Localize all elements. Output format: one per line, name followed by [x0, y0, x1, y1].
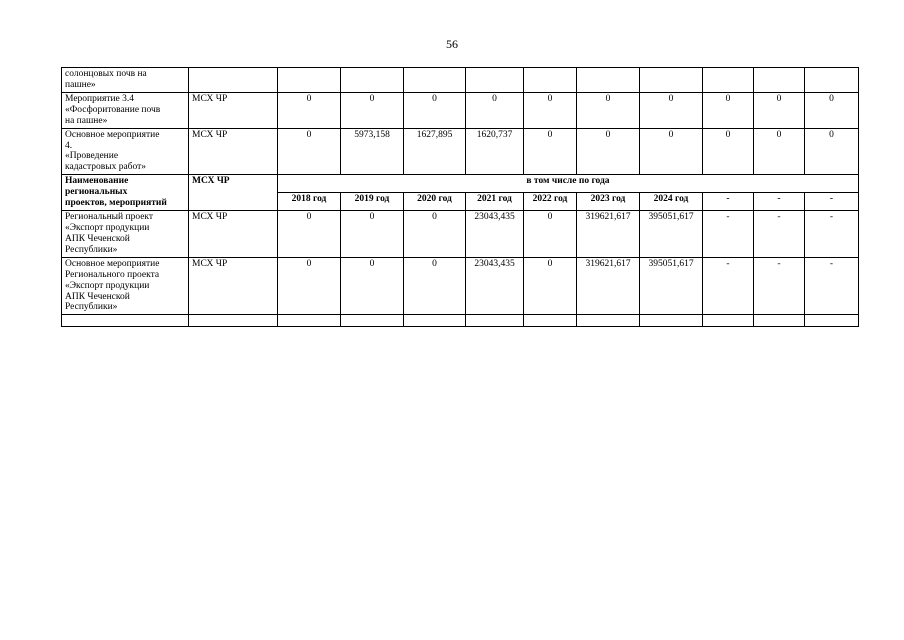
row-resp-cell: МСХ ЧР — [189, 257, 278, 315]
value-cell: - — [754, 257, 805, 315]
row-name-cell — [62, 68, 189, 93]
table-row — [62, 128, 859, 175]
value-cell: 0 — [404, 257, 466, 315]
value-cell: 0 — [466, 92, 524, 128]
value-cell: 319621,617 — [577, 257, 640, 315]
value-cell: 0 — [404, 211, 466, 258]
header-name-line: региональных — [65, 187, 128, 198]
value-cell: 0 — [278, 211, 341, 258]
table-header — [62, 175, 859, 211]
row-name-line: 4. — [65, 140, 73, 151]
header-year-cell: 2018 год — [278, 193, 341, 211]
empty-cell — [62, 315, 189, 327]
header-year-cell: 2022 год — [524, 193, 577, 211]
table-row — [62, 92, 859, 128]
row-name-cell — [62, 128, 189, 175]
value-cell: 0 — [577, 92, 640, 128]
row-resp-cell — [189, 68, 278, 93]
value-cell: 0 — [524, 128, 577, 175]
value-cell: 0 — [703, 128, 754, 175]
value-cell — [577, 68, 640, 93]
value-cell: 0 — [524, 211, 577, 258]
row-name-line: «Фосфоритование почв — [65, 104, 161, 115]
row-name-line: солонцовых почв на — [65, 69, 147, 79]
table-body-top — [62, 68, 859, 175]
header-resp-cell: МСХ ЧР — [189, 175, 278, 211]
header-year-cell: 2021 год — [466, 193, 524, 211]
empty-cell — [754, 315, 805, 327]
value-cell: 395051,617 — [640, 211, 703, 258]
value-cell: 0 — [278, 257, 341, 315]
header-name-cell — [62, 175, 189, 211]
value-cell — [278, 68, 341, 93]
row-name-line: «Экспорт продукции — [65, 280, 150, 291]
header-name-line: Наименование — [65, 176, 129, 187]
row-name-line: Регионального проекта — [65, 269, 160, 280]
value-cell: 0 — [754, 92, 805, 128]
empty-cell — [577, 315, 640, 327]
header-group-label: в том числе по года — [278, 175, 859, 193]
row-resp-cell: МСХ ЧР — [189, 211, 278, 258]
value-cell: 0 — [805, 92, 859, 128]
value-cell: 0 — [524, 92, 577, 128]
row-name-line: Республики» — [65, 244, 118, 255]
value-cell — [524, 68, 577, 93]
empty-cell — [524, 315, 577, 327]
row-name-line: АПК Чеченской — [65, 291, 130, 302]
value-cell: 0 — [524, 257, 577, 315]
value-cell: 0 — [805, 128, 859, 175]
empty-cell — [805, 315, 859, 327]
value-cell: 23043,435 — [466, 257, 524, 315]
value-cell — [341, 68, 404, 93]
value-cell: 23043,435 — [466, 211, 524, 258]
header-year-cell: - — [805, 193, 859, 211]
row-name-line: Мероприятие 3.4 — [65, 93, 135, 104]
header-year-cell: - — [703, 193, 754, 211]
row-name-line: АПК Чеченской — [65, 233, 130, 244]
budget-table — [61, 67, 859, 327]
empty-cell — [278, 315, 341, 327]
row-name-line: Региональный проект — [65, 212, 154, 223]
row-resp-cell: МСХ ЧР — [189, 92, 278, 128]
value-cell: 0 — [278, 128, 341, 175]
value-cell: 0 — [703, 92, 754, 128]
value-cell — [640, 68, 703, 93]
empty-cell — [404, 315, 466, 327]
value-cell: 395051,617 — [640, 257, 703, 315]
row-name-cell — [62, 211, 189, 258]
value-cell: 0 — [754, 128, 805, 175]
table-body-bottom — [62, 211, 859, 315]
value-cell: - — [754, 211, 805, 258]
value-cell: 0 — [278, 92, 341, 128]
header-name-line: проектов, мероприятий — [65, 198, 167, 209]
row-name-cell — [62, 92, 189, 128]
value-cell: 0 — [341, 211, 404, 258]
row-name-line: Основное мероприятие — [65, 129, 160, 140]
value-cell: - — [805, 257, 859, 315]
header-year-cell: 2019 год — [341, 193, 404, 211]
empty-cell — [640, 315, 703, 327]
header-year-cell: 2024 год — [640, 193, 703, 211]
value-cell — [805, 68, 859, 93]
table-row — [62, 257, 859, 315]
value-cell: - — [703, 211, 754, 258]
value-cell: 0 — [341, 92, 404, 128]
value-cell: 1627,895 — [404, 128, 466, 175]
empty-cell — [341, 315, 404, 327]
value-cell — [754, 68, 805, 93]
empty-cell — [189, 315, 278, 327]
header-year-cell: 2023 год — [577, 193, 640, 211]
header-year-cell: - — [754, 193, 805, 211]
row-name-line: кадастровых работ» — [65, 162, 147, 173]
empty-cell — [466, 315, 524, 327]
table-row-empty — [62, 315, 859, 327]
row-resp-cell: МСХ ЧР — [189, 128, 278, 175]
row-name-line: «Экспорт продукции — [65, 222, 150, 233]
value-cell: 319621,617 — [577, 211, 640, 258]
table-empty-body — [62, 315, 859, 327]
value-cell: 5973,158 — [341, 128, 404, 175]
page-number: 56 — [446, 37, 458, 51]
value-cell: 0 — [577, 128, 640, 175]
row-name-line: пашне» — [65, 79, 96, 90]
value-cell: - — [805, 211, 859, 258]
value-cell: 0 — [404, 92, 466, 128]
empty-cell — [703, 315, 754, 327]
value-cell: 0 — [640, 128, 703, 175]
table-row — [62, 211, 859, 258]
row-name-cell — [62, 257, 189, 315]
value-cell — [703, 68, 754, 93]
value-cell: 0 — [341, 257, 404, 315]
row-name-line: «Проведение — [65, 151, 119, 162]
value-cell: - — [703, 257, 754, 315]
value-cell — [466, 68, 524, 93]
row-name-line: Республики» — [65, 302, 118, 313]
row-name-line: Основное мероприятие — [65, 258, 160, 269]
value-cell — [404, 68, 466, 93]
table-row — [62, 68, 859, 93]
value-cell: 0 — [640, 92, 703, 128]
value-cell: 1620,737 — [466, 128, 524, 175]
row-name-line: на пашне» — [65, 115, 108, 126]
header-year-cell: 2020 год — [404, 193, 466, 211]
